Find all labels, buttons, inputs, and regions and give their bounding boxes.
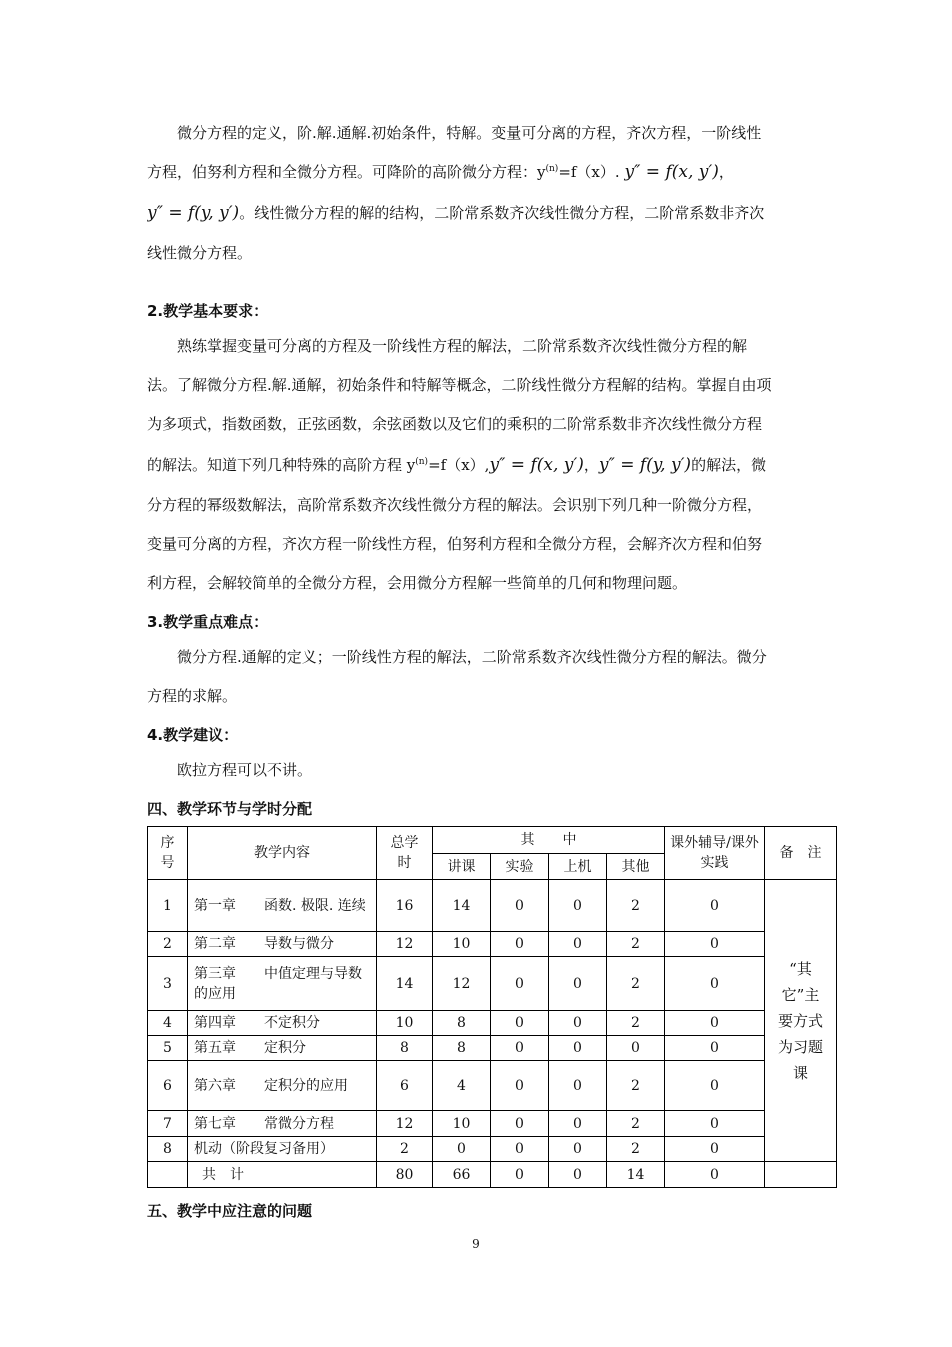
- row-extra: 0: [665, 932, 765, 957]
- table-row: [148, 1111, 837, 1137]
- row-lab: 0: [491, 1011, 549, 1036]
- row-content: 第六章 定积分的应用: [188, 1061, 377, 1111]
- row-no: 5: [148, 1036, 188, 1061]
- row-extra: 0: [665, 1011, 765, 1036]
- table-row: [148, 1011, 837, 1036]
- section2-line-3: 为多项式，指数函数，正弦函数，余弦函数以及它们的乘积的二阶常系数非齐次线性微分方程: [147, 415, 763, 433]
- row-content: 第二章 导数与微分: [188, 932, 377, 957]
- row-other: 2: [607, 932, 665, 957]
- header-content: 教学内容: [188, 827, 377, 880]
- note-text: “其它”主要方式为习题课: [777, 959, 823, 1082]
- row-content: 机动（阶段复习备用）: [188, 1137, 377, 1162]
- row-no: 6: [148, 1061, 188, 1111]
- row-lecture: 8: [433, 1036, 491, 1061]
- row-no: 1: [148, 880, 188, 932]
- row-other: 2: [607, 1111, 665, 1137]
- row-computer: 0: [549, 932, 607, 957]
- total-total: 80: [377, 1162, 433, 1188]
- row-computer: 0: [549, 880, 607, 932]
- table-total-row: [148, 1162, 837, 1188]
- row-no: 7: [148, 1111, 188, 1137]
- section2-text: =f（x）,: [428, 456, 490, 474]
- section2-line-7: 利方程，会解较简单的全微分方程，会用微分方程解一些简单的几何和物理问题。: [147, 574, 688, 592]
- row-lecture: 8: [433, 1011, 491, 1036]
- row-lab: 0: [491, 1111, 549, 1137]
- row-total: 14: [377, 957, 433, 1011]
- table-row: [148, 957, 837, 1011]
- hours-allocation-table: [147, 826, 837, 1188]
- row-no: 2: [148, 932, 188, 957]
- total-computer: 0: [549, 1162, 607, 1188]
- section1-line-1: 微分方程的定义，阶.解.通解.初始条件，特解。变量可分离的方程，齐次方程，一阶线性: [177, 124, 762, 142]
- row-total: 16: [377, 880, 433, 932]
- header-extra: 课外辅导/课外实践: [665, 827, 765, 880]
- row-lab: 0: [491, 1061, 549, 1111]
- total-lecture: 66: [433, 1162, 491, 1188]
- row-total: 8: [377, 1036, 433, 1061]
- row-lab: 0: [491, 957, 549, 1011]
- table-heading: 四、教学环节与学时分配: [147, 800, 313, 818]
- row-other: 2: [607, 1011, 665, 1036]
- row-no: 4: [148, 1011, 188, 1036]
- row-total: 6: [377, 1061, 433, 1111]
- section1-text: =f（x）.: [558, 163, 620, 181]
- row-lecture: 0: [433, 1137, 491, 1162]
- row-content: 第七章 常微分方程: [188, 1111, 377, 1137]
- header-other: 其他: [607, 854, 665, 880]
- header-computer: 上机: [549, 854, 607, 880]
- row-computer: 0: [549, 1137, 607, 1162]
- section1-line-4: 线性微分方程。: [147, 244, 253, 262]
- section3-line-1: 微分方程.通解的定义；一阶线性方程的解法，二阶常系数齐次线性微分方程的解法。微分: [177, 648, 767, 666]
- section1-text: ，: [718, 163, 734, 181]
- section1-line-3: [147, 192, 839, 234]
- section3-line-2: 方程的求解。: [147, 687, 238, 705]
- row-lab: 0: [491, 1137, 549, 1162]
- header-no: 序号: [148, 827, 188, 880]
- row-other: 0: [607, 1036, 665, 1061]
- section1-paragraph: [147, 114, 839, 273]
- section2-heading: 2.教学基本要求：: [147, 302, 269, 320]
- section4-paragraph: [147, 751, 839, 790]
- table-row: [148, 1137, 837, 1162]
- row-other: 2: [607, 880, 665, 932]
- header-lab: 实验: [491, 854, 549, 880]
- section1-line-2: [147, 153, 839, 192]
- row-content: 第五章 定积分: [188, 1036, 377, 1061]
- superscript-n: (n): [415, 457, 429, 467]
- row-other: 2: [607, 1061, 665, 1111]
- row-other: 2: [607, 1137, 665, 1162]
- table-row: [148, 1061, 837, 1111]
- equation: y″ = f(y, y′): [598, 455, 692, 475]
- row-extra: 0: [665, 1137, 765, 1162]
- section2-line-2: 法。了解微分方程.解.通解，初始条件和特解等概念，二阶线性微分方程解的结构。掌握自由项: [147, 376, 772, 394]
- row-total: 12: [377, 932, 433, 957]
- table-header-row: [148, 827, 837, 854]
- total-lab: 0: [491, 1162, 549, 1188]
- row-extra: 0: [665, 1036, 765, 1061]
- row-content: 第三章 中值定理与导数的应用: [188, 957, 377, 1011]
- row-extra: 0: [665, 957, 765, 1011]
- row-content: 第一章 函数. 极限. 连续: [188, 880, 377, 932]
- header-note: 备 注: [765, 827, 837, 880]
- row-computer: 0: [549, 1061, 607, 1111]
- total-no: [148, 1162, 188, 1188]
- section1-text: 。线性微分方程的解的结构，二阶常系数齐次线性微分方程，二阶常系数非齐次: [239, 204, 765, 222]
- section2-line-5: 分方程的幂级数解法，高阶常系数齐次线性微分方程的解法。会识别下列几种一阶微分方程，: [147, 496, 763, 514]
- section2-paragraph: [147, 327, 839, 603]
- row-computer: 0: [549, 1111, 607, 1137]
- section2-text: 的解法。知道下列几种特殊的高阶方程 y: [147, 456, 416, 474]
- section2-line-4: [147, 444, 839, 486]
- row-other: 2: [607, 957, 665, 1011]
- row-extra: 0: [665, 1061, 765, 1111]
- section4-heading: 4.教学建议：: [147, 726, 239, 744]
- section3-heading: 3.教学重点难点：: [147, 613, 269, 631]
- row-total: 2: [377, 1137, 433, 1162]
- row-computer: 0: [549, 957, 607, 1011]
- section2-line-6: 变量可分离的方程，齐次方程一阶线性方程，伯努利方程和全微分方程，会解齐次方程和伯努: [147, 535, 763, 553]
- note-cell: [765, 880, 837, 1162]
- equation: y″ = f(x, y′): [489, 455, 584, 475]
- equation: y″ = f(x, y′): [624, 162, 719, 182]
- row-computer: 0: [549, 1011, 607, 1036]
- row-no: 8: [148, 1137, 188, 1162]
- section5-heading: 五、教学中应注意的问题: [147, 1202, 313, 1220]
- row-lecture: 10: [433, 932, 491, 957]
- table-row: [148, 1036, 837, 1061]
- header-lecture: 讲课: [433, 854, 491, 880]
- row-no: 3: [148, 957, 188, 1011]
- table-row: [148, 880, 837, 932]
- equation: y″ = f(y, y′): [147, 203, 240, 223]
- row-total: 12: [377, 1111, 433, 1137]
- header-among: 其 中: [433, 827, 665, 854]
- row-lecture: 4: [433, 1061, 491, 1111]
- total-extra: 0: [665, 1162, 765, 1188]
- section3-paragraph: [147, 638, 839, 716]
- row-content: 第四章 不定积分: [188, 1011, 377, 1036]
- row-extra: 0: [665, 880, 765, 932]
- row-computer: 0: [549, 1036, 607, 1061]
- table-row: [148, 932, 837, 957]
- section4-line-1: 欧拉方程可以不讲。: [177, 761, 313, 779]
- row-extra: 0: [665, 1111, 765, 1137]
- section2-text: 的解法，微: [691, 456, 767, 474]
- header-total: 总学时: [377, 827, 433, 880]
- row-total: 10: [377, 1011, 433, 1036]
- section2-line-1: 熟练掌握变量可分离的方程及一阶线性方程的解法，二阶常系数齐次线性微分方程的解: [177, 337, 748, 355]
- superscript-n: (n): [545, 164, 559, 174]
- row-lecture: 12: [433, 957, 491, 1011]
- row-lab: 0: [491, 1036, 549, 1061]
- total-label: 共 计: [188, 1162, 377, 1188]
- total-other: 14: [607, 1162, 665, 1188]
- row-lecture: 14: [433, 880, 491, 932]
- row-lab: 0: [491, 932, 549, 957]
- section2-text: ，: [583, 456, 599, 474]
- page-number: 9: [472, 1237, 480, 1251]
- section1-text: 方程，伯努利方程和全微分方程。可降阶的高阶微分方程：y: [147, 163, 546, 181]
- row-lecture: 10: [433, 1111, 491, 1137]
- row-lab: 0: [491, 880, 549, 932]
- total-note: [765, 1162, 837, 1188]
